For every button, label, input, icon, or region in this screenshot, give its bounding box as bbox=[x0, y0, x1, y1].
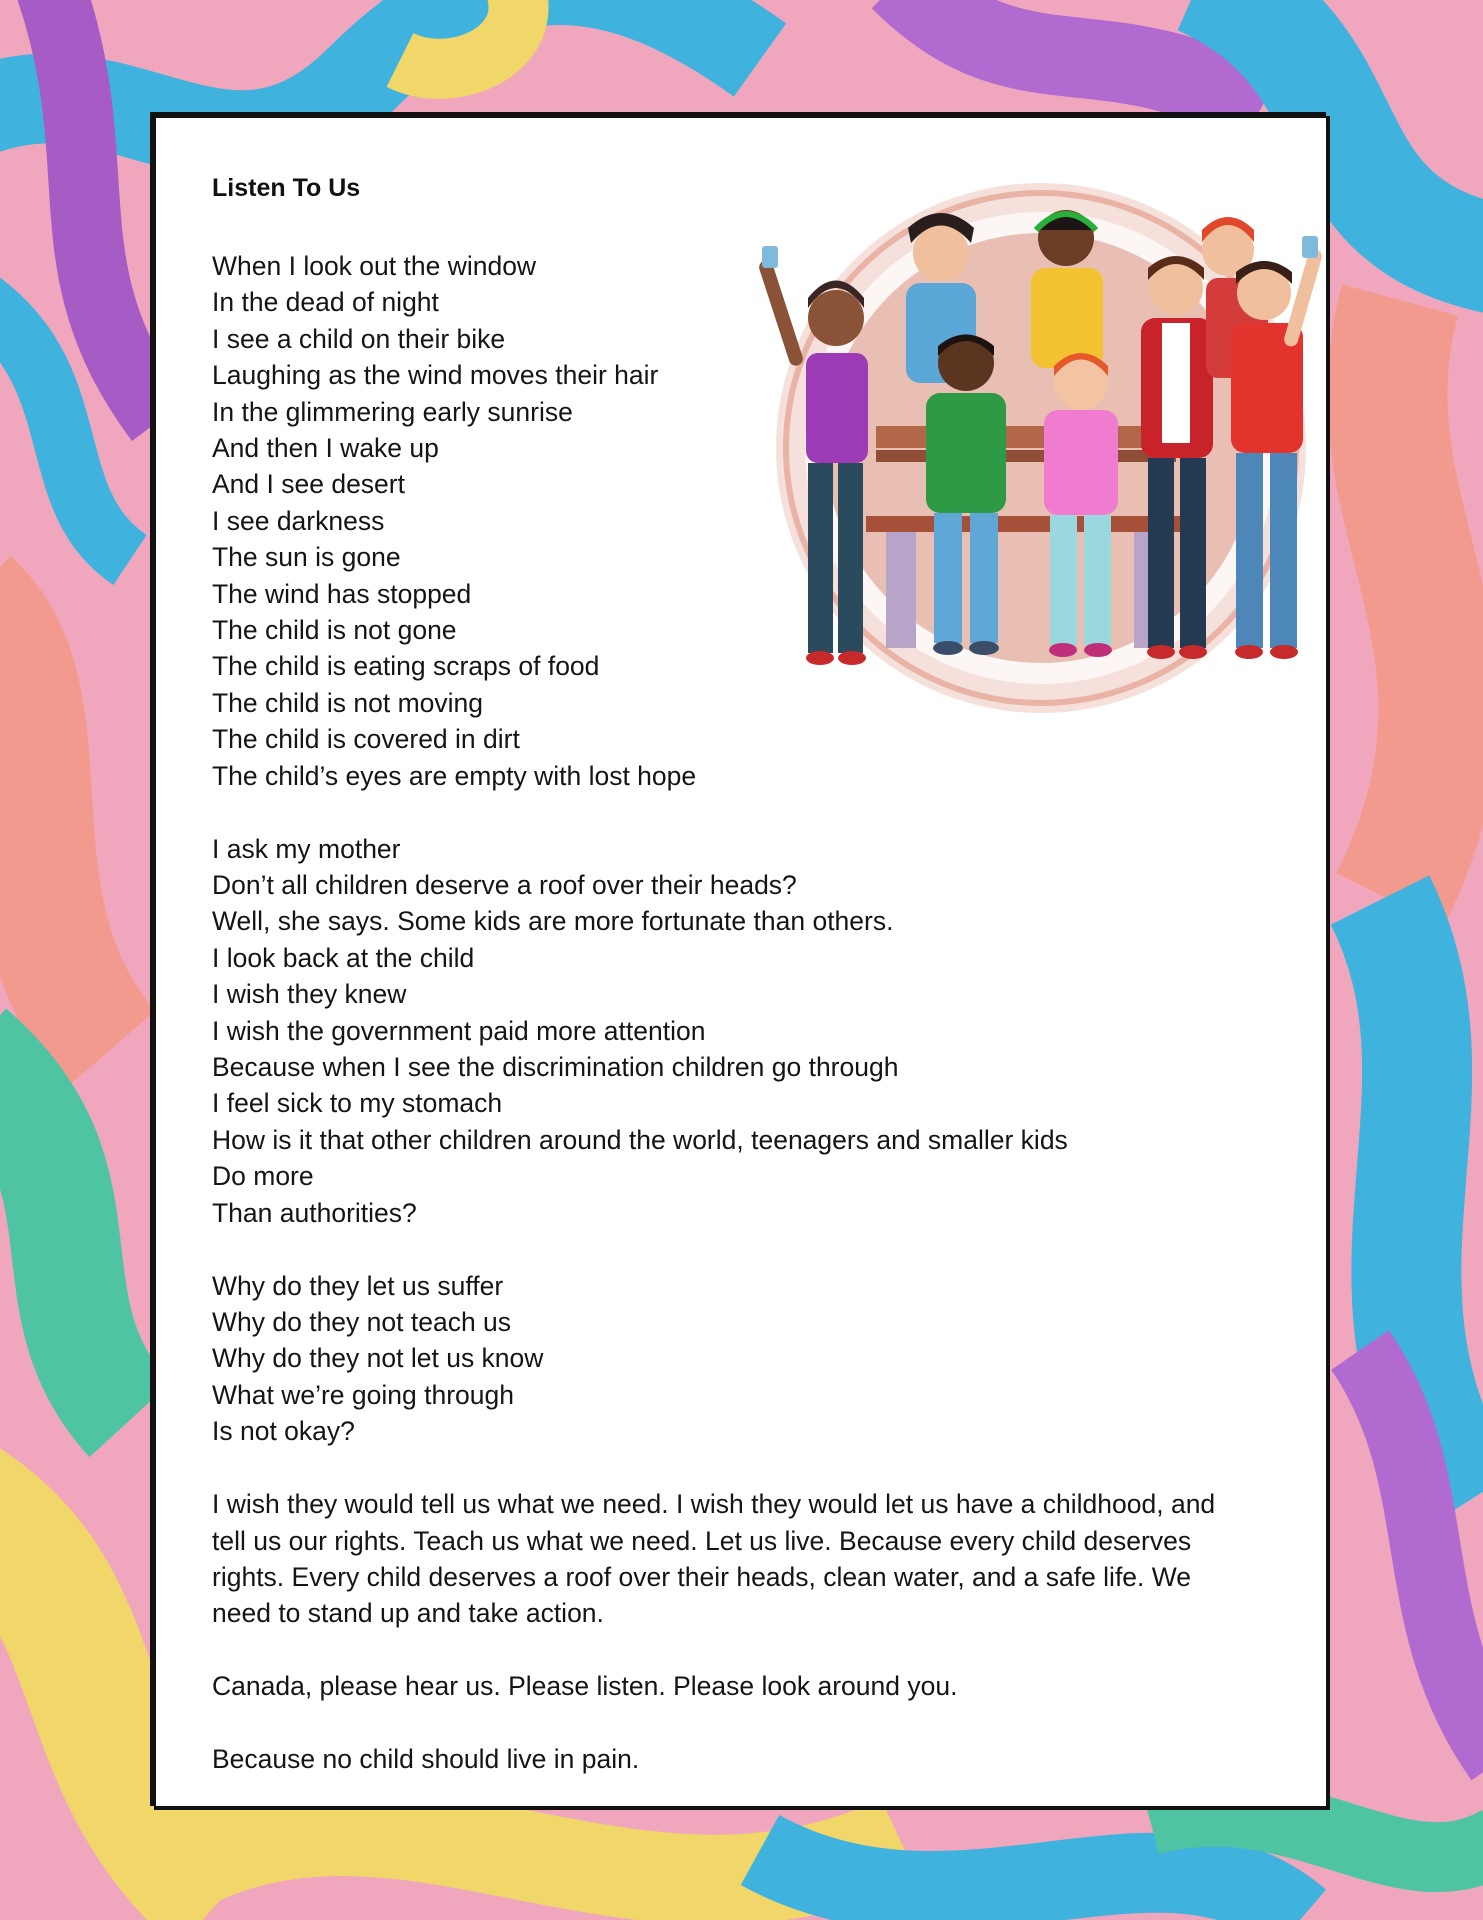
poem-page bbox=[150, 112, 1326, 1806]
closing-paragraph: Canada, please hear us. Please listen. Please look around you. bbox=[212, 1671, 958, 1702]
poem-line: Is not okay? bbox=[212, 1416, 355, 1447]
poem-line: When I look out the window bbox=[212, 251, 537, 281]
poem-line: I feel sick to my stomach bbox=[212, 1088, 503, 1119]
poem-line: The child is covered in dirt bbox=[212, 724, 520, 755]
poem-line: Why do they not teach us bbox=[212, 1306, 512, 1337]
poem-line: The child is eating scraps of food bbox=[212, 651, 600, 682]
poem-line: Laughing as the wind moves their hair bbox=[212, 360, 659, 391]
poem-line: Well, she says. Some kids are more fortunate than others. bbox=[212, 906, 894, 937]
poem-line: In the dead of night bbox=[212, 287, 439, 318]
closing-paragraph: I wish they would tell us what we need. I wish they would let us have a childhood, and tell us our rights. Teach us what we need. Let us live. Because every child deserves rights. Every child deserves a roof over their heads, clean water, and a safe life. We need to stand up and take action. bbox=[212, 1489, 1216, 1629]
closing-paragraph: Because no child should live in pain. bbox=[212, 1744, 640, 1775]
poem-line: I wish the government paid more attention bbox=[212, 1015, 706, 1046]
poem-line: I ask my mother bbox=[212, 833, 401, 864]
poem-line: The wind has stopped bbox=[212, 578, 472, 609]
stanza-2 bbox=[212, 831, 1272, 1231]
poem-line: And I see desert bbox=[212, 469, 405, 500]
poem-line: The sun is gone bbox=[212, 542, 401, 573]
poem-line: The child’s eyes are empty with lost hope bbox=[212, 760, 697, 791]
poem-title: Listen To Us bbox=[212, 174, 361, 202]
poem-line: The child is not moving bbox=[212, 687, 484, 718]
poem-line: I wish they knew bbox=[212, 979, 407, 1010]
poem-line: Because when I see the discrimination children go through bbox=[212, 1052, 899, 1083]
poem-line: I see a child on their bike bbox=[212, 323, 506, 354]
poem-line: In the glimmering early sunrise bbox=[212, 396, 573, 427]
poem-line: Than authorities? bbox=[212, 1197, 417, 1228]
poem-line: Don’t all children deserve a roof over their heads? bbox=[212, 870, 797, 900]
group-of-teens-icon bbox=[736, 158, 1326, 718]
poem-line: And then I wake up bbox=[212, 433, 439, 464]
poem-line: The child is not gone bbox=[212, 615, 457, 646]
poem-line: How is it that other children around the world, teenagers and smaller kids bbox=[212, 1124, 1068, 1155]
poem-line: What we’re going through bbox=[212, 1379, 514, 1410]
poem-line: Why do they let us suffer bbox=[212, 1270, 504, 1301]
poem-line: I look back at the child bbox=[212, 942, 475, 973]
poem-line: Why do they not let us know bbox=[212, 1343, 544, 1374]
stanza-3 bbox=[212, 1268, 1272, 1450]
poem-line: I see darkness bbox=[212, 505, 385, 536]
poem-line: Do more bbox=[212, 1161, 314, 1192]
